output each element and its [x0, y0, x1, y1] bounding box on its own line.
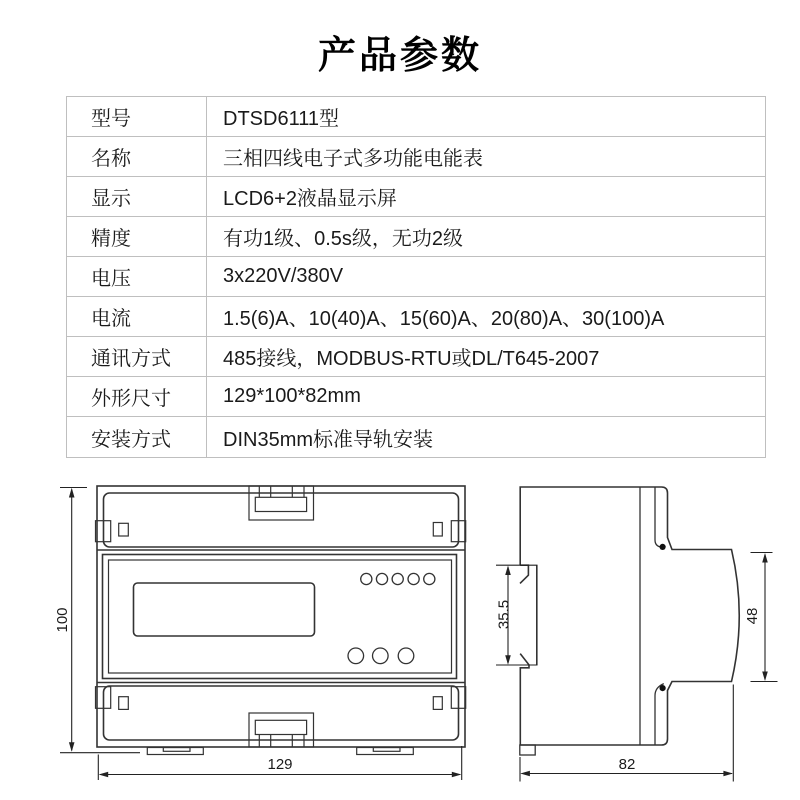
seal-clips: [96, 486, 466, 747]
spec-label: 型号: [67, 97, 207, 136]
spec-value: 三相四线电子式多功能电能表: [223, 148, 483, 170]
spec-value: DTSD6111型: [223, 108, 339, 130]
spec-table: [66, 96, 766, 458]
led-indicators: [361, 573, 435, 584]
table-row: [67, 377, 765, 417]
dimension-lines: [60, 488, 462, 781]
seal-screws: [660, 544, 666, 691]
meter-front-body: [97, 486, 465, 747]
spec-label: 安装方式: [67, 417, 207, 457]
table-row: [67, 337, 765, 377]
control-buttons: [348, 648, 414, 664]
spec-value: DIN35mm标准导轨安装: [223, 428, 434, 451]
dim-label-width: 129: [267, 756, 293, 773]
mounting-feet: [147, 748, 413, 755]
meter-side-view-diagram: [480, 470, 800, 800]
spec-value: 3x220V/380V: [223, 265, 344, 287]
cover-seams: [520, 487, 664, 755]
spec-value: 485接线，MODBUS-RTU或DL/T645-2007: [223, 348, 600, 370]
spec-label: 外形尺寸: [67, 377, 207, 416]
spec-label: 通讯方式: [67, 337, 207, 376]
spec-value: 129*100*82mm: [223, 385, 361, 407]
dim-label-depth: 82: [618, 756, 636, 773]
table-row: [67, 297, 765, 337]
table-row: [67, 417, 765, 457]
lcd-screen: [134, 583, 315, 636]
dim-label-height: 100: [54, 607, 71, 633]
spec-label: 电压: [67, 257, 207, 296]
meter-side-outline: [520, 487, 739, 745]
spec-value: 1.5(6)A、10(40)A、15(60)A、20(80)A、30(100)A: [223, 308, 665, 330]
meter-front-view-diagram: [30, 470, 480, 800]
dim-label-rail: 35.5: [495, 599, 513, 630]
table-row: [67, 137, 765, 177]
spec-value: 有功1级、0.5s级，无功2级: [223, 228, 464, 250]
spec-label: 显示: [67, 177, 207, 216]
table-row: [67, 177, 765, 217]
dim-label-cover: 48: [744, 607, 761, 625]
spec-label: 精度: [67, 217, 207, 256]
spec-value: LCD6+2液晶显示屏: [223, 188, 397, 210]
rail-foot: [520, 745, 535, 755]
table-row: [67, 217, 765, 257]
spec-label: 电流: [67, 297, 207, 336]
table-row: [67, 97, 765, 137]
table-row: [67, 257, 765, 297]
page-title: 产品参数: [317, 35, 482, 77]
spec-label: 名称: [67, 137, 207, 176]
